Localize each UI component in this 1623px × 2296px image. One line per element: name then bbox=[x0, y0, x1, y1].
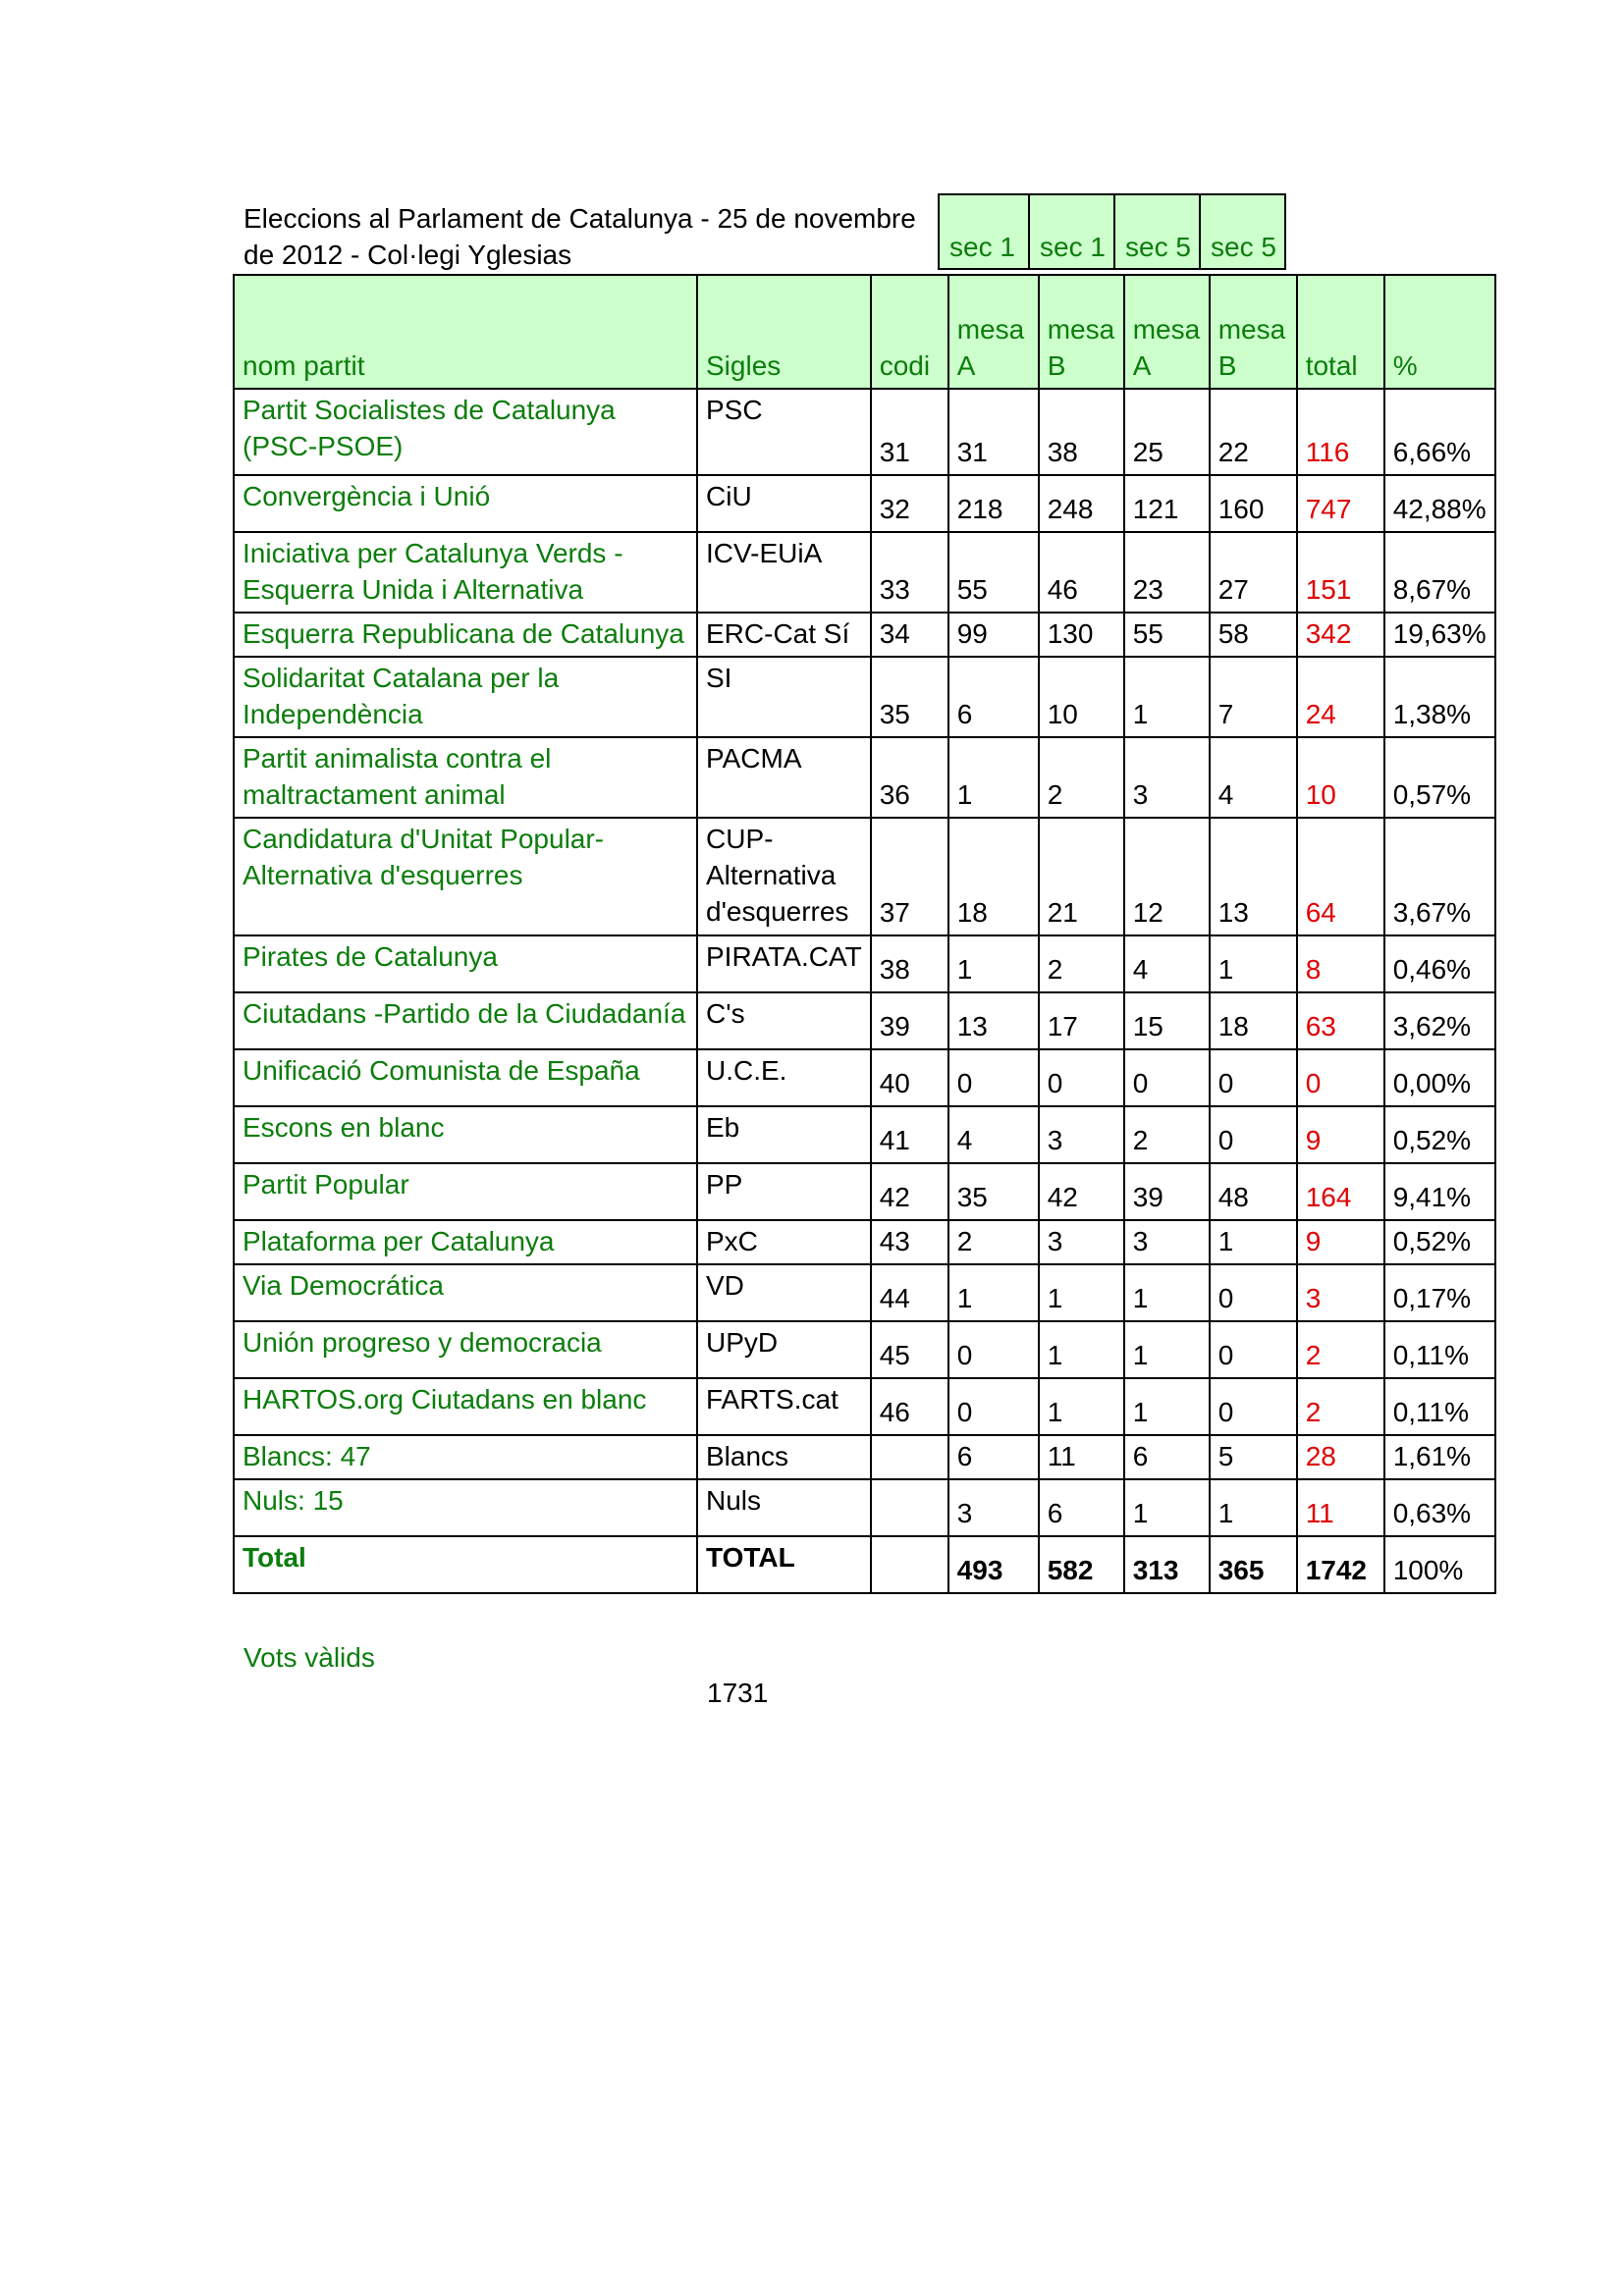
mesa-4-cell: 27 bbox=[1210, 532, 1297, 613]
party-name-cell: Partit animalista contra el maltractament animal bbox=[234, 737, 697, 818]
sigles-cell: CiU bbox=[697, 475, 871, 532]
codi-cell: 31 bbox=[871, 389, 948, 475]
codi-cell: 39 bbox=[871, 992, 948, 1049]
party-name-cell: Blancs: 47 bbox=[234, 1435, 697, 1479]
table-row bbox=[234, 992, 1495, 1049]
table-row bbox=[234, 475, 1495, 532]
mesa-3-cell: 1 bbox=[1124, 1321, 1210, 1378]
mesa-2-cell: 3 bbox=[1039, 1220, 1124, 1264]
mesa-2-cell: 1 bbox=[1039, 1378, 1124, 1435]
table-row bbox=[234, 1163, 1495, 1220]
party-name-cell: Nuls: 15 bbox=[234, 1479, 697, 1536]
total-cell: 8 bbox=[1297, 935, 1384, 992]
mesa-2-cell: 582 bbox=[1039, 1536, 1124, 1593]
mesa-4-cell: 1 bbox=[1210, 1479, 1297, 1536]
mesa-1-cell: 2 bbox=[948, 1220, 1039, 1264]
table-row bbox=[234, 532, 1495, 613]
codi-cell: 34 bbox=[871, 613, 948, 657]
table-row bbox=[234, 1479, 1495, 1536]
mesa-4-cell: 18 bbox=[1210, 992, 1297, 1049]
section-header-4: sec 5 bbox=[1199, 193, 1286, 270]
sigles-cell: ERC-Cat Sí bbox=[697, 613, 871, 657]
mesa-3-cell: 25 bbox=[1124, 389, 1210, 475]
document-title bbox=[243, 200, 931, 273]
header-codi: codi bbox=[871, 275, 948, 389]
mesa-2-cell: 248 bbox=[1039, 475, 1124, 532]
total-cell: 164 bbox=[1297, 1163, 1384, 1220]
codi-cell bbox=[871, 1435, 948, 1479]
mesa-4-cell: 0 bbox=[1210, 1106, 1297, 1163]
table-row bbox=[234, 613, 1495, 657]
header-mesa-2: mesa B bbox=[1039, 275, 1124, 389]
mesa-3-cell: 1 bbox=[1124, 657, 1210, 737]
sigles-cell: Blancs bbox=[697, 1435, 871, 1479]
mesa-3-cell: 121 bbox=[1124, 475, 1210, 532]
mesa-4-cell: 1 bbox=[1210, 1220, 1297, 1264]
mesa-1-cell: 493 bbox=[948, 1536, 1039, 1593]
total-cell: 151 bbox=[1297, 532, 1384, 613]
sigles-cell: ICV-EUiA bbox=[697, 532, 871, 613]
total-cell: 10 bbox=[1297, 737, 1384, 818]
party-name-cell: Unión progreso y democracia bbox=[234, 1321, 697, 1378]
header-mesa-1: mesa A bbox=[948, 275, 1039, 389]
total-cell: 63 bbox=[1297, 992, 1384, 1049]
mesa-3-cell: 3 bbox=[1124, 737, 1210, 818]
mesa-3-cell: 1 bbox=[1124, 1378, 1210, 1435]
table-row bbox=[234, 1435, 1495, 1479]
mesa-1-cell: 35 bbox=[948, 1163, 1039, 1220]
header-nom: nom partit bbox=[234, 275, 697, 389]
party-name-cell: Partit Socialistes de Catalunya (PSC-PSOE) bbox=[234, 389, 697, 475]
section-header-3: sec 5 bbox=[1113, 193, 1199, 270]
header-sigles: Sigles bbox=[697, 275, 871, 389]
mesa-1-cell: 99 bbox=[948, 613, 1039, 657]
mesa-4-cell: 4 bbox=[1210, 737, 1297, 818]
party-name-cell: Ciutadans -Partido de la Ciudadanía bbox=[234, 992, 697, 1049]
pct-cell: 3,62% bbox=[1384, 992, 1495, 1049]
mesa-1-cell: 31 bbox=[948, 389, 1039, 475]
mesa-4-cell: 0 bbox=[1210, 1378, 1297, 1435]
total-row bbox=[234, 1536, 1495, 1593]
table-row bbox=[234, 1049, 1495, 1106]
mesa-3-cell: 1 bbox=[1124, 1264, 1210, 1321]
mesa-3-cell: 3 bbox=[1124, 1220, 1210, 1264]
section-header-1: sec 1 bbox=[938, 193, 1028, 270]
header-mesa-3: mesa A bbox=[1124, 275, 1210, 389]
party-name-cell: Iniciativa per Catalunya Verds - Esquerra Unida i Alternativa bbox=[234, 532, 697, 613]
table-row bbox=[234, 389, 1495, 475]
mesa-1-cell: 4 bbox=[948, 1106, 1039, 1163]
mesa-3-cell: 23 bbox=[1124, 532, 1210, 613]
mesa-2-cell: 2 bbox=[1039, 737, 1124, 818]
codi-cell: 40 bbox=[871, 1049, 948, 1106]
party-name-cell: Total bbox=[234, 1536, 697, 1593]
sigles-cell: Nuls bbox=[697, 1479, 871, 1536]
mesa-2-cell: 17 bbox=[1039, 992, 1124, 1049]
codi-cell: 42 bbox=[871, 1163, 948, 1220]
mesa-2-cell: 10 bbox=[1039, 657, 1124, 737]
mesa-4-cell: 1 bbox=[1210, 935, 1297, 992]
mesa-4-cell: 7 bbox=[1210, 657, 1297, 737]
mesa-1-cell: 1 bbox=[948, 1264, 1039, 1321]
total-cell: 28 bbox=[1297, 1435, 1384, 1479]
title-line-2: de 2012 - Col·legi Yglesias bbox=[243, 240, 572, 270]
codi-cell: 38 bbox=[871, 935, 948, 992]
party-name-cell: Esquerra Republicana de Catalunya bbox=[234, 613, 697, 657]
pct-cell: 0,63% bbox=[1384, 1479, 1495, 1536]
mesa-4-cell: 48 bbox=[1210, 1163, 1297, 1220]
party-name-cell: Convergència i Unió bbox=[234, 475, 697, 532]
mesa-4-cell: 160 bbox=[1210, 475, 1297, 532]
table-row bbox=[234, 1220, 1495, 1264]
total-cell: 9 bbox=[1297, 1220, 1384, 1264]
party-name-cell: Escons en blanc bbox=[234, 1106, 697, 1163]
pct-cell: 0,00% bbox=[1384, 1049, 1495, 1106]
mesa-4-cell: 22 bbox=[1210, 389, 1297, 475]
total-cell: 2 bbox=[1297, 1378, 1384, 1435]
mesa-1-cell: 0 bbox=[948, 1378, 1039, 1435]
sigles-cell: VD bbox=[697, 1264, 871, 1321]
mesa-1-cell: 218 bbox=[948, 475, 1039, 532]
mesa-2-cell: 38 bbox=[1039, 389, 1124, 475]
mesa-2-cell: 6 bbox=[1039, 1479, 1124, 1536]
pct-cell: 6,66% bbox=[1384, 389, 1495, 475]
total-cell: 116 bbox=[1297, 389, 1384, 475]
section-header-row bbox=[938, 193, 1286, 274]
mesa-4-cell: 0 bbox=[1210, 1321, 1297, 1378]
mesa-1-cell: 18 bbox=[948, 818, 1039, 935]
valid-votes-label: Vots vàlids bbox=[243, 1642, 375, 1673]
title-line-1: Eleccions al Parlament de Catalunya - 25 de novembre bbox=[243, 203, 916, 234]
party-name-cell: Unificació Comunista de España bbox=[234, 1049, 697, 1106]
mesa-1-cell: 0 bbox=[948, 1321, 1039, 1378]
mesa-3-cell: 0 bbox=[1124, 1049, 1210, 1106]
mesa-3-cell: 1 bbox=[1124, 1479, 1210, 1536]
mesa-3-cell: 39 bbox=[1124, 1163, 1210, 1220]
pct-cell: 42,88% bbox=[1384, 475, 1495, 532]
pct-cell: 8,67% bbox=[1384, 532, 1495, 613]
mesa-3-cell: 12 bbox=[1124, 818, 1210, 935]
mesa-1-cell: 13 bbox=[948, 992, 1039, 1049]
header-total: total bbox=[1297, 275, 1384, 389]
mesa-4-cell: 58 bbox=[1210, 613, 1297, 657]
total-cell: 24 bbox=[1297, 657, 1384, 737]
table-row bbox=[234, 657, 1495, 737]
pct-cell: 19,63% bbox=[1384, 613, 1495, 657]
total-cell: 747 bbox=[1297, 475, 1384, 532]
header-mesa-4: mesa B bbox=[1210, 275, 1297, 389]
mesa-3-cell: 313 bbox=[1124, 1536, 1210, 1593]
mesa-3-cell: 2 bbox=[1124, 1106, 1210, 1163]
mesa-1-cell: 3 bbox=[948, 1479, 1039, 1536]
mesa-2-cell: 0 bbox=[1039, 1049, 1124, 1106]
pct-cell: 0,52% bbox=[1384, 1106, 1495, 1163]
pct-cell: 100% bbox=[1384, 1536, 1495, 1593]
sigles-cell: PACMA bbox=[697, 737, 871, 818]
party-name-cell: Plataforma per Catalunya bbox=[234, 1220, 697, 1264]
table-row bbox=[234, 1106, 1495, 1163]
pct-cell: 0,52% bbox=[1384, 1220, 1495, 1264]
header-row bbox=[234, 275, 1495, 389]
table-row bbox=[234, 935, 1495, 992]
mesa-2-cell: 46 bbox=[1039, 532, 1124, 613]
total-cell: 64 bbox=[1297, 818, 1384, 935]
mesa-4-cell: 0 bbox=[1210, 1264, 1297, 1321]
sigles-cell: C's bbox=[697, 992, 871, 1049]
mesa-2-cell: 11 bbox=[1039, 1435, 1124, 1479]
total-cell: 11 bbox=[1297, 1479, 1384, 1536]
sigles-cell: PxC bbox=[697, 1220, 871, 1264]
pct-cell: 1,38% bbox=[1384, 657, 1495, 737]
codi-cell: 32 bbox=[871, 475, 948, 532]
sigles-cell: Eb bbox=[697, 1106, 871, 1163]
mesa-2-cell: 1 bbox=[1039, 1264, 1124, 1321]
party-name-cell: Candidatura d'Unitat Popular-Alternativa d'esquerres bbox=[234, 818, 697, 935]
header-pct: % bbox=[1384, 275, 1495, 389]
pct-cell: 0,57% bbox=[1384, 737, 1495, 818]
codi-cell: 43 bbox=[871, 1220, 948, 1264]
mesa-2-cell: 130 bbox=[1039, 613, 1124, 657]
party-name-cell: Partit Popular bbox=[234, 1163, 697, 1220]
pct-cell: 0,17% bbox=[1384, 1264, 1495, 1321]
sigles-cell: PP bbox=[697, 1163, 871, 1220]
total-cell: 3 bbox=[1297, 1264, 1384, 1321]
mesa-4-cell: 5 bbox=[1210, 1435, 1297, 1479]
sigles-cell: CUP-Alternativa d'esquerres bbox=[697, 818, 871, 935]
mesa-1-cell: 55 bbox=[948, 532, 1039, 613]
table-row bbox=[234, 1321, 1495, 1378]
party-name-cell: Solidaritat Catalana per la Independència bbox=[234, 657, 697, 737]
pct-cell: 0,46% bbox=[1384, 935, 1495, 992]
sigles-cell: FARTS.cat bbox=[697, 1378, 871, 1435]
total-cell: 0 bbox=[1297, 1049, 1384, 1106]
sigles-cell: TOTAL bbox=[697, 1536, 871, 1593]
mesa-2-cell: 42 bbox=[1039, 1163, 1124, 1220]
pct-cell: 0,11% bbox=[1384, 1378, 1495, 1435]
codi-cell bbox=[871, 1536, 948, 1593]
mesa-1-cell: 6 bbox=[948, 657, 1039, 737]
mesa-1-cell: 1 bbox=[948, 935, 1039, 992]
section-header-2: sec 1 bbox=[1028, 193, 1113, 270]
codi-cell: 37 bbox=[871, 818, 948, 935]
mesa-3-cell: 55 bbox=[1124, 613, 1210, 657]
party-name-cell: Via Democrática bbox=[234, 1264, 697, 1321]
pct-cell: 1,61% bbox=[1384, 1435, 1495, 1479]
mesa-2-cell: 2 bbox=[1039, 935, 1124, 992]
sigles-cell: PSC bbox=[697, 389, 871, 475]
pct-cell: 9,41% bbox=[1384, 1163, 1495, 1220]
mesa-3-cell: 15 bbox=[1124, 992, 1210, 1049]
pct-cell: 0,11% bbox=[1384, 1321, 1495, 1378]
valid-votes-value: 1731 bbox=[707, 1678, 769, 1708]
party-name-cell: HARTOS.org Ciutadans en blanc bbox=[234, 1378, 697, 1435]
codi-cell bbox=[871, 1479, 948, 1536]
mesa-4-cell: 0 bbox=[1210, 1049, 1297, 1106]
table-row bbox=[234, 737, 1495, 818]
mesa-1-cell: 0 bbox=[948, 1049, 1039, 1106]
codi-cell: 41 bbox=[871, 1106, 948, 1163]
sigles-cell: PIRATA.CAT bbox=[697, 935, 871, 992]
sigles-cell: U.C.E. bbox=[697, 1049, 871, 1106]
table-row bbox=[234, 818, 1495, 935]
mesa-2-cell: 3 bbox=[1039, 1106, 1124, 1163]
total-cell: 342 bbox=[1297, 613, 1384, 657]
total-cell: 2 bbox=[1297, 1321, 1384, 1378]
codi-cell: 36 bbox=[871, 737, 948, 818]
table-row bbox=[234, 1264, 1495, 1321]
mesa-1-cell: 6 bbox=[948, 1435, 1039, 1479]
mesa-4-cell: 13 bbox=[1210, 818, 1297, 935]
mesa-2-cell: 21 bbox=[1039, 818, 1124, 935]
party-name-cell: Pirates de Catalunya bbox=[234, 935, 697, 992]
sigles-cell: UPyD bbox=[697, 1321, 871, 1378]
codi-cell: 46 bbox=[871, 1378, 948, 1435]
pct-cell: 3,67% bbox=[1384, 818, 1495, 935]
results-table bbox=[233, 274, 1496, 1594]
table-row bbox=[234, 1378, 1495, 1435]
codi-cell: 35 bbox=[871, 657, 948, 737]
mesa-4-cell: 365 bbox=[1210, 1536, 1297, 1593]
mesa-3-cell: 4 bbox=[1124, 935, 1210, 992]
total-cell: 1742 bbox=[1297, 1536, 1384, 1593]
codi-cell: 45 bbox=[871, 1321, 948, 1378]
total-cell: 9 bbox=[1297, 1106, 1384, 1163]
codi-cell: 44 bbox=[871, 1264, 948, 1321]
codi-cell: 33 bbox=[871, 532, 948, 613]
mesa-1-cell: 1 bbox=[948, 737, 1039, 818]
sigles-cell: SI bbox=[697, 657, 871, 737]
mesa-2-cell: 1 bbox=[1039, 1321, 1124, 1378]
mesa-3-cell: 6 bbox=[1124, 1435, 1210, 1479]
